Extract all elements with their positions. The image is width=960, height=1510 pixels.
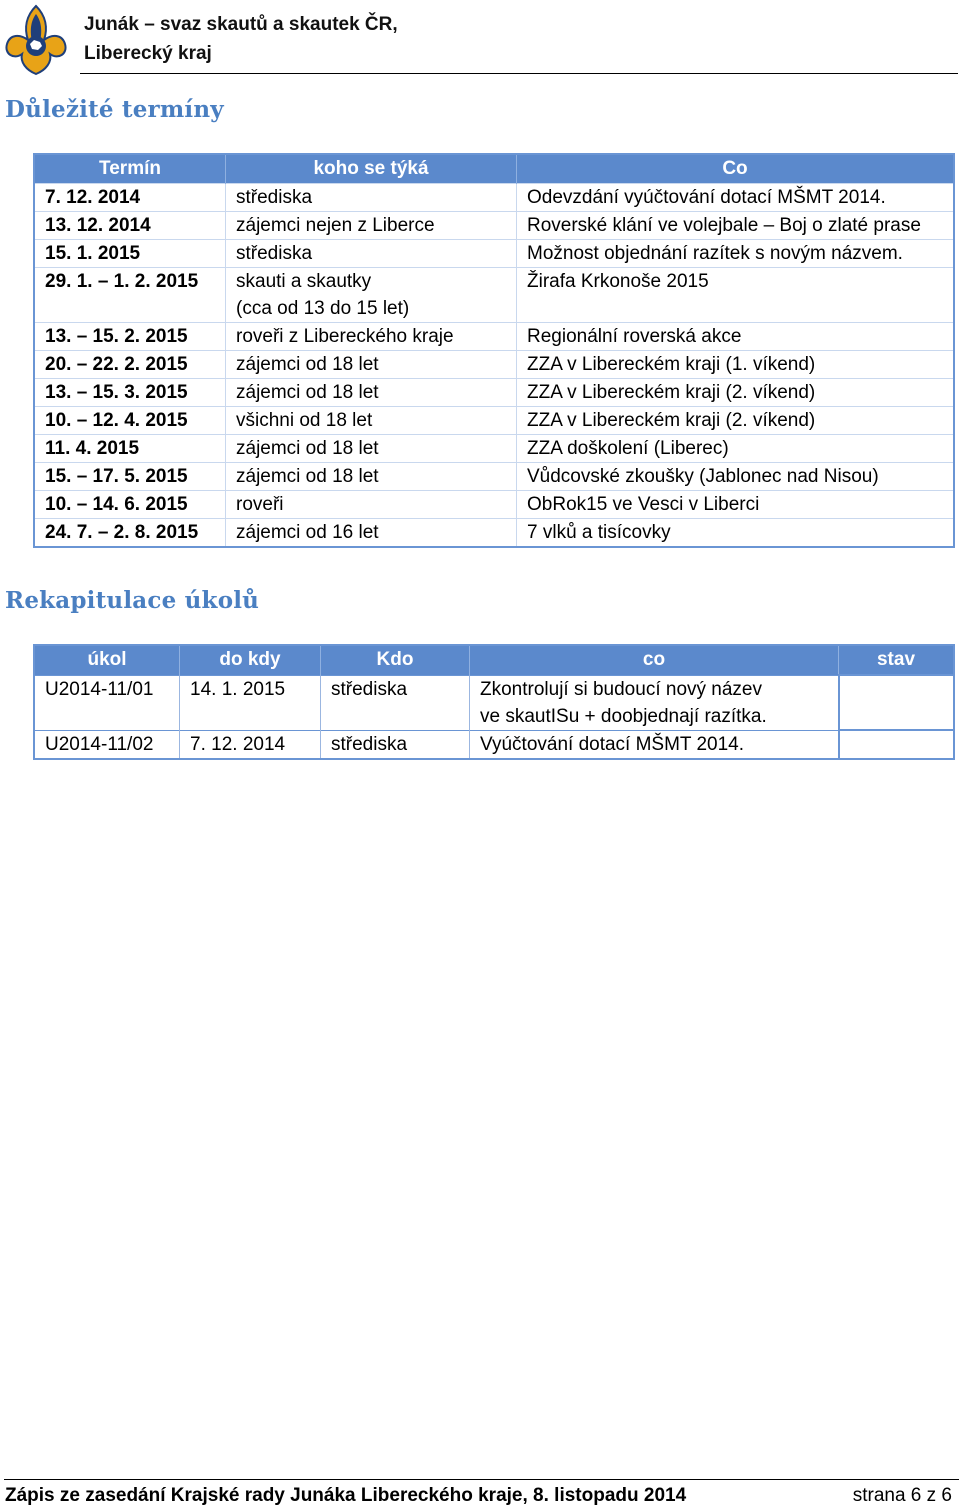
table-row bbox=[34, 675, 954, 730]
term-event: Roverské klání ve volejbale – Boj o zlaté prase bbox=[517, 212, 955, 240]
table-row bbox=[34, 212, 954, 240]
table-row bbox=[34, 407, 954, 435]
term-audience: roveři bbox=[226, 491, 517, 519]
footer-divider bbox=[4, 1479, 959, 1480]
col-koho: koho se týká bbox=[226, 154, 517, 184]
term-date: 13. – 15. 3. 2015 bbox=[34, 379, 226, 407]
tasks-header-row bbox=[34, 645, 954, 675]
col-stav: stav bbox=[839, 645, 955, 675]
task-description: Zkontrolují si budoucí nový název ve skautISu + doobjednají razítka. bbox=[470, 675, 839, 730]
tasks-heading: Rekapitulace úkolů bbox=[5, 587, 260, 614]
task-id: U2014-11/02 bbox=[34, 730, 180, 759]
term-audience: zájemci od 16 let bbox=[226, 519, 517, 548]
terms-header-row bbox=[34, 154, 954, 184]
term-event: 7 vlků a tisícovky bbox=[517, 519, 955, 548]
term-event: Možnost objednání razítek s novým názvem. bbox=[517, 240, 955, 268]
term-audience: zájemci od 18 let bbox=[226, 463, 517, 491]
table-row bbox=[34, 379, 954, 407]
table-row bbox=[34, 323, 954, 351]
col-do-kdy: do kdy bbox=[180, 645, 321, 675]
table-row bbox=[34, 730, 954, 759]
term-event: ZZA v Libereckém kraji (1. víkend) bbox=[517, 351, 955, 379]
col-ukol: úkol bbox=[34, 645, 180, 675]
task-owner: střediska bbox=[321, 675, 470, 730]
table-row bbox=[34, 240, 954, 268]
task-owner: střediska bbox=[321, 730, 470, 759]
col-co: co bbox=[470, 645, 839, 675]
task-id: U2014-11/01 bbox=[34, 675, 180, 730]
term-event: Odevzdání vyúčtování dotací MŠMT 2014. bbox=[517, 184, 955, 212]
term-audience: zájemci od 18 let bbox=[226, 379, 517, 407]
table-row bbox=[34, 519, 954, 548]
term-date: 11. 4. 2015 bbox=[34, 435, 226, 463]
term-date: 13. 12. 2014 bbox=[34, 212, 226, 240]
table-row bbox=[34, 435, 954, 463]
col-termin: Termín bbox=[34, 154, 226, 184]
term-date: 24. 7. – 2. 8. 2015 bbox=[34, 519, 226, 548]
term-audience: zájemci od 18 let bbox=[226, 435, 517, 463]
scout-lily-logo bbox=[4, 4, 68, 76]
terms-heading: Důležité termíny bbox=[5, 96, 224, 123]
task-deadline: 14. 1. 2015 bbox=[180, 675, 321, 730]
term-date: 29. 1. – 1. 2. 2015 bbox=[34, 268, 226, 323]
term-date: 13. – 15. 2. 2015 bbox=[34, 323, 226, 351]
term-event: ObRok15 ve Vesci v Liberci bbox=[517, 491, 955, 519]
term-date: 10. – 12. 4. 2015 bbox=[34, 407, 226, 435]
table-row bbox=[34, 351, 954, 379]
term-date: 15. – 17. 5. 2015 bbox=[34, 463, 226, 491]
col-kdo: Kdo bbox=[321, 645, 470, 675]
term-date: 20. – 22. 2. 2015 bbox=[34, 351, 226, 379]
term-event: Regionální roverská akce bbox=[517, 323, 955, 351]
table-row bbox=[34, 491, 954, 519]
term-audience: všichni od 18 let bbox=[226, 407, 517, 435]
org-line-1: Junák – svaz skautů a skautek ČR, bbox=[84, 14, 398, 35]
tasks-table bbox=[33, 644, 955, 760]
footer-title: Zápis ze zasedání Krajské rady Junáka Libereckého kraje, 8. listopadu 2014 bbox=[5, 1485, 687, 1506]
organization-name bbox=[84, 10, 398, 68]
term-event: ZZA v Libereckém kraji (2. víkend) bbox=[517, 407, 955, 435]
task-deadline: 7. 12. 2014 bbox=[180, 730, 321, 759]
term-audience: roveři z Libereckého kraje bbox=[226, 323, 517, 351]
table-row bbox=[34, 463, 954, 491]
tasks-body bbox=[34, 675, 954, 759]
task-status bbox=[839, 675, 955, 730]
terms-body bbox=[34, 184, 954, 548]
term-audience: střediska bbox=[226, 240, 517, 268]
term-event: Žirafa Krkonoše 2015 bbox=[517, 268, 955, 323]
header-divider bbox=[80, 73, 958, 74]
table-row bbox=[34, 268, 954, 323]
table-row bbox=[34, 184, 954, 212]
term-audience: skauti a skautky (cca od 13 do 15 let) bbox=[226, 268, 517, 323]
org-line-2: Liberecký kraj bbox=[84, 43, 212, 64]
term-event: ZZA doškolení (Liberec) bbox=[517, 435, 955, 463]
term-audience: zájemci od 18 let bbox=[226, 351, 517, 379]
col-co: Co bbox=[517, 154, 955, 184]
term-date: 10. – 14. 6. 2015 bbox=[34, 491, 226, 519]
page-header bbox=[0, 0, 960, 80]
term-audience: střediska bbox=[226, 184, 517, 212]
term-date: 7. 12. 2014 bbox=[34, 184, 226, 212]
term-date: 15. 1. 2015 bbox=[34, 240, 226, 268]
page-number: strana 6 z 6 bbox=[852, 1485, 952, 1506]
task-description: Vyúčtování dotací MŠMT 2014. bbox=[470, 730, 839, 759]
terms-table bbox=[33, 153, 955, 548]
term-event: Vůdcovské zkoušky (Jablonec nad Nisou) bbox=[517, 463, 955, 491]
term-audience: zájemci nejen z Liberce bbox=[226, 212, 517, 240]
term-event: ZZA v Libereckém kraji (2. víkend) bbox=[517, 379, 955, 407]
task-status bbox=[839, 730, 955, 759]
